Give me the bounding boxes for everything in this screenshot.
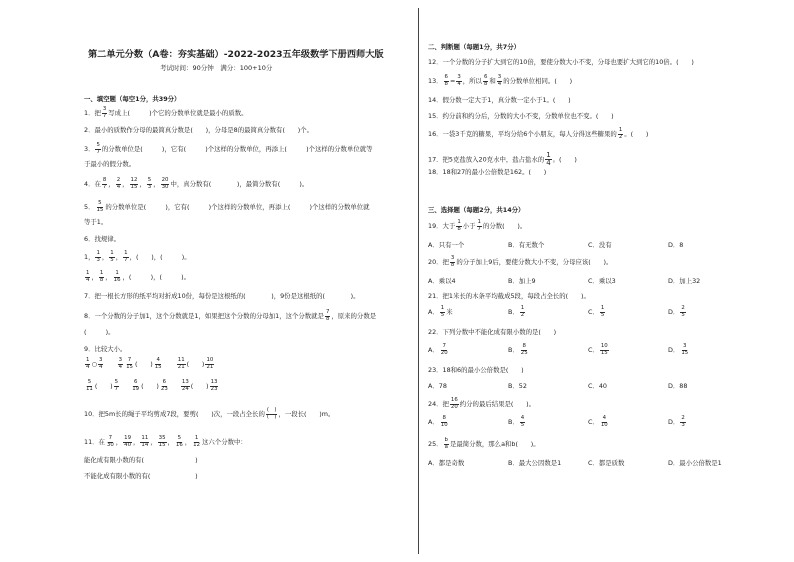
- question-4: 4．在 $\frac{8}{7}$ ， $\frac{2}{4}$ ， $\frac{12}{15}$ ， $\frac{5}{3}$ ， $\frac{20}{30}$ 中，真分数有( )，最简分数有( )。: [84, 177, 309, 190]
- question-17: 17．把5克盐放入20克水中，盐占盐水的 $\frac{1}{4}$ 。( ): [428, 151, 577, 167]
- option-a[interactable]: A．乘以4: [428, 277, 456, 285]
- option-b[interactable]: B．52: [508, 382, 527, 390]
- question-25: 25． $\frac{b}{a}$ 是最简分数，那么a和b( )。: [428, 437, 540, 450]
- question-11-a: 能化成有限小数的有( ): [84, 456, 198, 464]
- exam-info: 考试时间：90分钟 满分：100+10分: [160, 64, 273, 72]
- question-20-options: [428, 276, 788, 285]
- option-d[interactable]: D． $\frac{2}{5}$: [668, 305, 685, 318]
- option-d[interactable]: D．最小公倍数是1: [668, 459, 722, 467]
- option-d[interactable]: D．8: [668, 241, 684, 249]
- option-b[interactable]: B．加上9: [508, 277, 536, 285]
- question-11: 11．在 $\frac{7}{30}$ ， $\frac{19}{40}$ ， $\frac{11}{14}$ ， $\frac{35}{15}$ ， $\frac{5}{16}$ ， $\frac{1}{12}$ 这六个分数中：: [84, 435, 247, 448]
- section-judgement: 二、判断题（每题1分，共7分）: [428, 43, 520, 51]
- question-2: 2．最小的质数作分母的最简真分数是( )，分母是8的最简真分数有( )个。: [84, 126, 313, 134]
- option-d[interactable]: D．88: [668, 382, 688, 390]
- option-c[interactable]: C．没有: [588, 241, 612, 249]
- question-21: 21．把1米长的木条平均截成5段，每段占全长的( )。: [428, 292, 590, 300]
- option-d[interactable]: D． $\frac{3}{15}$: [668, 343, 689, 356]
- question-6: 6．找规律。: [84, 235, 121, 243]
- question-8: 8．一个分数的分子加1，这个分数就是1，如果把这个分数的分母加1，这个分数就是 $\frac{7}{8}$ ，原来的分数是: [84, 309, 377, 322]
- section-fill-blank: 一、填空题（每空1分，共39分）: [84, 95, 181, 103]
- question-9-row-2: $\frac{5}{11}$ ( ) $\frac{5}{7}$ $\frac{6}{19}$ ( ) $\frac{6}{23}$ $\frac{13}{24}$ ( ) $\frac{13}{23}$: [86, 379, 218, 392]
- option-b[interactable]: B． $\frac{8}{25}$: [508, 343, 528, 356]
- question-12: 12．一个分数的分子扩大到它的10倍，要使分数大小不变，分母也要扩大到它的10倍。( ): [428, 58, 694, 66]
- question-6-row-1: 1， $\frac{1}{3}$ ， $\frac{1}{5}$ ， $\frac{1}{7}$ ，( )，( )。: [84, 250, 191, 263]
- question-25-options: [428, 458, 788, 467]
- question-5: 5． $\frac{5}{15}$ 的分数单位是( )，它有( )个这样的分数单位，再添上( )个这样的分数单位就: [84, 200, 370, 213]
- question-8-cont: ( )。: [84, 328, 115, 336]
- question-22-options: [428, 344, 788, 360]
- option-b[interactable]: B．最大公因数是1: [508, 459, 562, 467]
- question-23-options: [428, 381, 788, 390]
- question-20: 20．把 $\frac{3}{8}$ 的分子加上9后，要使分数大小不变，分母应该( )。: [428, 255, 613, 268]
- option-c[interactable]: C．40: [588, 382, 607, 390]
- question-24-options: [428, 416, 788, 432]
- option-c[interactable]: C． $\frac{4}{10}$: [588, 415, 608, 428]
- question-5-cont: 等于1。: [84, 218, 108, 226]
- option-c[interactable]: C．乘以3: [588, 277, 616, 285]
- question-22: 22．下列分数中不能化成有限小数的是( ): [428, 328, 557, 336]
- question-1: 1．把 $\frac{3}{7}$ 写成上( )个它的分数单位就是最小的质数。: [84, 106, 248, 119]
- question-9-row-1: $\frac{1}{4}$ ○ $\frac{3}{4}$ $\frac{3}{4}$ $\frac{7}{15}$ ( ) $\frac{4}{15}$ $\frac{11}{21}$ ( ) $\frac{10}{21}$: [86, 357, 214, 370]
- question-16: 16．一袋3千克的糖果，平均分给6个小朋友，每人分得这些糖果的 $\frac{1}{2}$ 。( ): [428, 127, 649, 140]
- question-6-row-2: $\frac{1}{4}$ ， $\frac{1}{8}$ ， $\frac{1}{16}$ ，( )，( )。: [86, 270, 191, 283]
- option-a[interactable]: A．78: [428, 382, 447, 390]
- question-21-options: [428, 306, 788, 322]
- question-19-options: [428, 240, 788, 249]
- option-b[interactable]: B． $\frac{1}{2}$: [508, 305, 525, 318]
- question-13: 13． $\frac{6}{8}$ = $\frac{3}{4}$ ，所以 $\frac{6}{8}$ 和 $\frac{3}{4}$ 的分数单位相同。( ): [428, 74, 573, 87]
- section-choice: 三、选择题（每题2分，共14分）: [428, 206, 525, 214]
- option-a[interactable]: A．只有一个: [428, 241, 465, 249]
- option-a[interactable]: A． $\frac{8}{10}$: [428, 415, 448, 428]
- question-7: 7．把一根长方形的纸平均对折成10份，每份是这根纸的( )，9份是这根纸的( )。: [84, 292, 360, 300]
- option-a[interactable]: A． $\frac{7}{20}$: [428, 343, 448, 356]
- question-9: 9．比较大小。: [84, 345, 127, 353]
- fraction: $\frac{3}{7}$: [102, 106, 107, 119]
- page-title: 第二单元分数（A卷：夯实基础）-2022-2023五年级数学下册西师大版: [88, 49, 384, 60]
- right-column: [422, 0, 794, 562]
- question-23: 23．18和6的最小公倍数是( ): [428, 366, 524, 374]
- option-b[interactable]: B． $\frac{4}{5}$: [508, 415, 525, 428]
- question-24: 24．把 $\frac{16}{20}$ 约分的最后结果是( )。: [428, 397, 536, 410]
- column-divider: [418, 8, 419, 554]
- option-d[interactable]: D． $\frac{2}{3}$: [668, 415, 685, 428]
- question-3: 3． $\frac{5}{7}$ 的分数单位是( )，它有( )个这样的分数单位，再添上( )个这样的分数单位就等: [84, 142, 373, 155]
- question-3-cont: 于最小的假分数。: [84, 160, 136, 168]
- question-14: 14．假分数一定大于1，真分数一定小于1。( ): [428, 96, 571, 104]
- option-d[interactable]: D．加上32: [668, 277, 701, 285]
- option-b[interactable]: B．有无数个: [508, 241, 545, 249]
- option-a[interactable]: A． $\frac{1}{5}$ 米: [428, 305, 453, 318]
- question-18: 18．18和27的最小公倍数是162。( ): [428, 168, 547, 176]
- option-c[interactable]: C．都是质数: [588, 459, 625, 467]
- question-11-b: 不能化成有限小数的有( ): [84, 472, 198, 480]
- option-a[interactable]: A．都是奇数: [428, 459, 465, 467]
- option-c[interactable]: C． $\frac{1}{5}$: [588, 305, 605, 318]
- question-19: 19．大于 $\frac{1}{8}$ 小于 $\frac{1}{7}$ 的分数( )。: [428, 219, 527, 232]
- question-15: 15．约分前和约分后，分数的大小不变，分数单位也不变。( ): [428, 112, 614, 120]
- option-c[interactable]: C． $\frac{10}{15}$: [588, 343, 608, 356]
- question-10: 10．把5m长的绳子平均剪成7段，要剪( )次，一段占全长的 ( ) ( ) ，一段长( )m。: [84, 407, 335, 420]
